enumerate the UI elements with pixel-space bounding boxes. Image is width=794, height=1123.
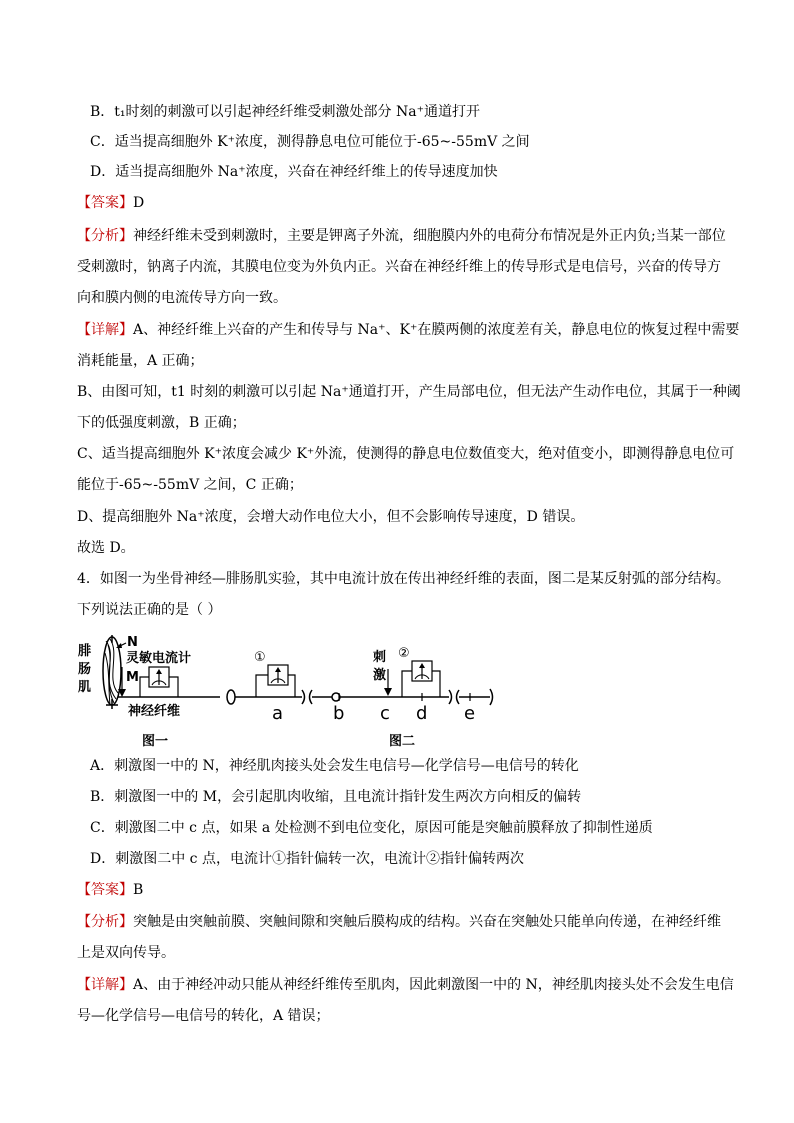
- fig1-m-label: M: [126, 670, 139, 685]
- q3-analysis-line-1: 【分析】神经纤维未受到刺激时，主要是钾离子外流，细胞膜内外的电荷分布情况是外正内负;当某一部位: [77, 228, 726, 244]
- fig1-muscle-label-3: 肌: [78, 680, 92, 695]
- fig2-point-e: e: [464, 703, 476, 724]
- fig2-stim-label-2: 激: [373, 668, 387, 683]
- answer-bracket-close: 】: [119, 195, 133, 211]
- q3-option-d: D．适当提高细胞外 Na⁺浓度，兴奋在神经纤维上的传导速度加快: [90, 164, 498, 180]
- fig1-muscle-label-1: 腓: [78, 644, 92, 659]
- q4-option-b: B．刺激图一中的 M，会引起肌肉收缩，且电流计指针发生两次方向相反的偏转: [90, 789, 582, 805]
- fig1-n-label: N: [127, 635, 138, 650]
- fig1-meter-label: 灵敏电流计: [126, 651, 192, 666]
- q3-detail-line-5: C、适当提高细胞外 K⁺浓度会减少 K⁺外流，使测得的静息电位数值变大，绝对值变小，即测得静息电位可: [77, 446, 735, 462]
- detail-tag: 【详解】: [77, 322, 133, 338]
- q3-detail-line-2: 消耗能量，A 正确；: [77, 353, 204, 369]
- q3-analysis-line-3: 向和膜内侧的电流传导方向一致。: [77, 290, 287, 306]
- fig2-synapse-1: [302, 690, 305, 704]
- q3-option-b: B．t₁时刻的刺激可以引起神经纤维受刺激处部分 Na⁺通道打开: [90, 104, 480, 120]
- q4-answer: [77, 880, 737, 900]
- fig2-cell-body: [227, 690, 235, 704]
- fig2-point-b: b: [333, 703, 345, 724]
- fig2-point-d: d: [416, 703, 428, 724]
- answer-value: D: [133, 195, 145, 211]
- fig2-meter-2-label: ②: [398, 646, 410, 661]
- q4-analysis-line-1: 【分析】突触是由突触前膜、突触间隙和突触后膜构成的结构。兴奋在突触处只能单向传递，在神经纤维: [77, 914, 721, 930]
- q3-detail-line-6: 能位于-65~-55mV 之间，C 正确；: [77, 477, 303, 493]
- fig2-synapse-2: [449, 690, 452, 704]
- q4-detail-line-1: 【详解】A、由于神经冲动只能从神经纤维传至肌肉，因此刺激图一中的 N，神经肌肉接头处不会发生电信: [77, 977, 734, 993]
- answer-value: B: [133, 882, 144, 898]
- analysis-tag: 【分析】: [77, 228, 133, 244]
- fig1-fiber-label: 神经纤维: [128, 704, 181, 719]
- answer-bracket-close: 】: [119, 882, 133, 898]
- fig2-point-c: c: [380, 703, 390, 724]
- fig2-point-a: a: [272, 703, 284, 724]
- q4-option-c: C．刺激图二中 c 点，如果 a 处检测不到电位变化，原因可能是突触前膜释放了抑制性递质: [90, 820, 653, 836]
- fig2-current-meter-1: [256, 665, 295, 697]
- fig2-meter-1-label: ①: [254, 650, 266, 665]
- q3-answer: [77, 193, 737, 213]
- detail-tag: 【详解】: [77, 977, 133, 993]
- fig2-stim-label-1: 刺: [373, 650, 387, 665]
- fig1-muscle-label-2: 肠: [78, 662, 92, 677]
- answer-bracket-open: 【: [77, 195, 91, 211]
- answer-tag: 答案: [91, 882, 119, 898]
- fig1-current-meter: [140, 667, 178, 697]
- q3-detail-line-8: 故选 D。: [77, 540, 135, 556]
- answer-tag: 答案: [91, 195, 119, 211]
- q3-analysis-line-2: 受刺激时，钠离子内流，其膜电位变为外负内正。兴奋在神经纤维上的传导形式是电信号，兴奋的传导方: [77, 259, 721, 275]
- fig2-current-meter-2: [402, 661, 440, 697]
- q3-detail-line-3: B、由图可知，t1 时刻的刺激可以引起 Na⁺通道打开，产生局部电位，但无法产生动作电位，其属于一种阈: [77, 384, 741, 400]
- fig2-caption: 图二: [389, 734, 416, 749]
- analysis-tag: 【分析】: [77, 914, 133, 930]
- q3-detail-line-1: 【详解】A、神经纤维上兴奋的产生和传导与 Na⁺、K⁺在膜两侧的浓度差有关，静息电位的恢复过程中需要: [77, 322, 740, 338]
- q4-stem-line-1: 4．如图一为坐骨神经—腓肠肌实验，其中电流计放在传出神经纤维的表面，图二是某反射弧的部分结构。: [77, 571, 730, 587]
- fig1-caption: 图一: [142, 734, 169, 749]
- q3-detail-line-4: 下的低强度刺激，B 正确；: [77, 415, 246, 431]
- q4-option-d: D．刺激图二中 c 点，电流计①指针偏转一次，电流计②指针偏转两次: [90, 851, 524, 867]
- q4-stem-line-2: 下列说法正确的是（ ）: [77, 602, 222, 618]
- q4-option-a: A．刺激图一中的 N，神经肌肉接头处会发生电信号—化学信号—电信号的转化: [90, 758, 579, 774]
- q4-detail-line-2: 号—化学信号—电信号的转化，A 错误；: [77, 1008, 330, 1024]
- q4-analysis-line-2: 上是双向传导。: [77, 945, 175, 961]
- q3-option-c: C．适当提高细胞外 K⁺浓度，测得静息电位可能位于-65~-55mV 之间: [90, 134, 530, 150]
- q3-detail-line-7: D、提高细胞外 Na⁺浓度，会增大动作电位大小，但不会影响传导速度，D 错误。: [77, 509, 585, 525]
- answer-bracket-open: 【: [77, 882, 91, 898]
- reflex-arc-figure: [78, 633, 536, 751]
